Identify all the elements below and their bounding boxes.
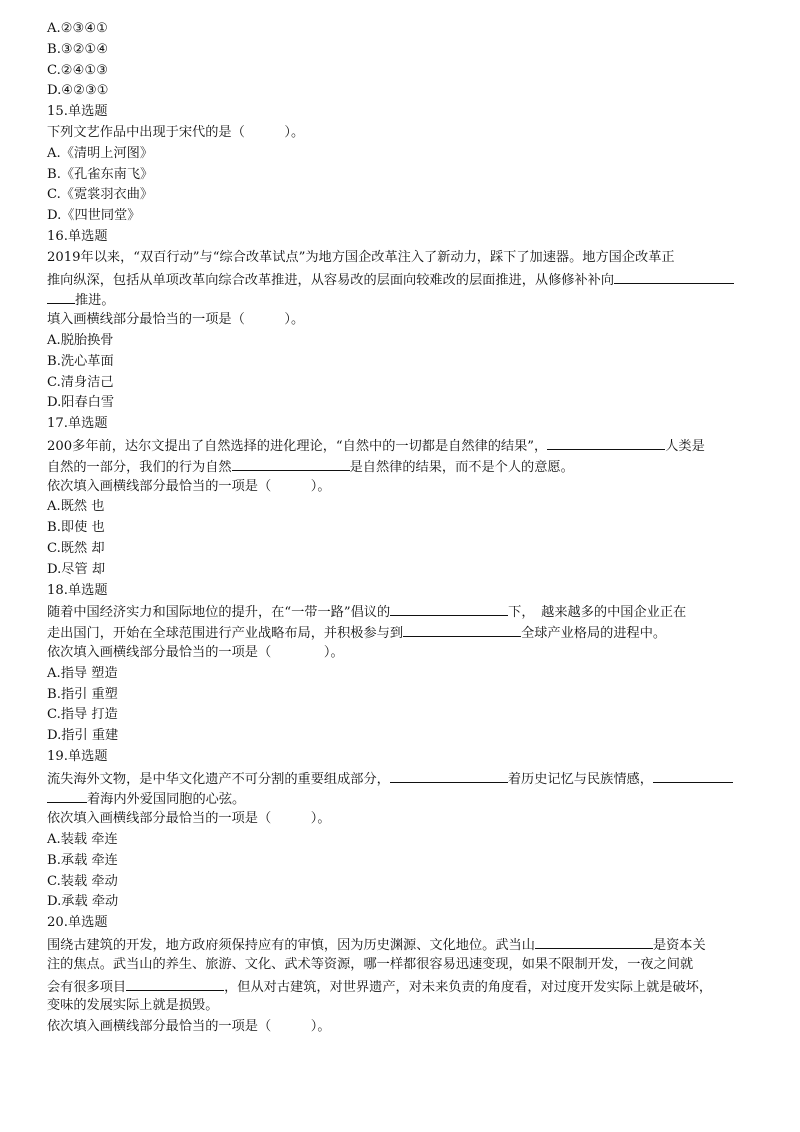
q16-option-b: B.洗心革面 [47, 353, 114, 369]
blank [403, 622, 521, 637]
q20-text: ，但从对古建筑，对世界遗产，对未来负责的角度看，对过度开发实际上就是破坏， [224, 979, 713, 995]
q17-text: 是自然律的结果，而不是个人的意愿。 [349, 459, 574, 475]
q18-para-line-2 [47, 622, 767, 643]
q17-ask: 依次填入画横线部分最恰当的一项是（ ）。 [47, 478, 331, 494]
option-d: D.④②③① [47, 83, 109, 99]
q20-para-line-3 [47, 976, 767, 997]
q16-option-c: C.清身洁己 [47, 374, 114, 390]
q15-option-c: C.《霓裳羽衣曲》 [47, 187, 154, 203]
q18-para-line-1 [47, 601, 767, 622]
blank [390, 601, 508, 616]
q16-para-line-2 [47, 269, 767, 290]
q19-option-a: A.装载 牵连 [47, 832, 118, 848]
q19-header: 19.单选题 [47, 748, 108, 764]
blank [390, 768, 508, 783]
q18-option-d: D.指引 重建 [47, 728, 119, 744]
blank [47, 788, 87, 803]
q17-para-line-1 [47, 435, 767, 456]
q16-para-line-1: 2019年以来，“双百行动”与“综合改革试点”为地方国企改革注入了新动力，踩下了加速器。地方国企改革正 [47, 249, 675, 265]
blank [47, 289, 75, 304]
blank [653, 768, 733, 783]
q18-header: 18.单选题 [47, 582, 108, 598]
blank [126, 976, 224, 991]
q20-para-line-1 [47, 934, 767, 955]
option-b: B.③②①④ [47, 41, 109, 57]
blank [614, 269, 734, 284]
q19-ask: 依次填入画横线部分最恰当的一项是（ ）。 [47, 811, 331, 827]
q19-text: 着海内外爱国同胞的心弦。 [87, 792, 246, 808]
q15-option-a: A.《清明上河图》 [47, 145, 154, 161]
q20-header: 20.单选题 [47, 915, 108, 931]
q20-text: 是资本关 [652, 938, 706, 954]
q16-ask: 填入画横线部分最恰当的一项是（ ）。 [47, 312, 305, 328]
q16-para-line-3 [47, 289, 767, 310]
q20-para-line-2: 注的焦点。武当山的养生、旅游、文化、武术等资源，哪一样都很容易迅速变现，如果不限制开发，一夜之间就 [47, 956, 694, 972]
q19-text: 流失海外文物，是中华文化遗产不可分割的重要组成部分， [47, 771, 390, 787]
blank [232, 456, 350, 471]
q16-text: 推向纵深，包括从单项改革向综合改革推进，从容易改的层面向较难改的层面推进，从修修补补向 [47, 272, 615, 288]
q18-text: 全球产业格局的进程中。 [521, 626, 667, 642]
exam-document [47, 19, 767, 1038]
q17-text: 自然的一部分，我们的行为自然 [47, 459, 232, 475]
q16-option-a: A.脱胎换骨 [47, 332, 114, 348]
q16-header: 16.单选题 [47, 228, 108, 244]
blank [547, 435, 665, 450]
q19-option-c: C.装载 牵动 [47, 873, 118, 889]
q19-option-b: B.承载 牵连 [47, 852, 118, 868]
q20-para-line-4: 变味的发展实际上就是损毁。 [47, 998, 219, 1014]
q17-text: 200多年前，达尔文提出了自然选择的进化理论，“自然中的一切都是自然律的结果”， [47, 438, 548, 454]
option-a: A.②③④① [47, 21, 109, 36]
q20-text: 会有很多项目 [47, 979, 127, 995]
q17-para-line-2 [47, 456, 767, 477]
q15-header: 15.单选题 [47, 104, 108, 120]
q18-text: 下， 越来越多的中国企业正在 [508, 605, 687, 621]
q19-text: 着历史记忆与民族情感， [507, 771, 653, 787]
q20-text: 围绕古建筑的开发，地方政府须保持应有的审慎，因为历史渊源、文化地位。武当山 [47, 938, 535, 954]
q15-option-d: D.《四世同堂》 [47, 208, 141, 224]
q16-option-d: D.阳春白雪 [47, 395, 115, 411]
blank [535, 934, 653, 949]
q17-option-a: A.既然 也 [47, 499, 105, 515]
q15-stem: 下列文艺作品中出现于宋代的是（ ）。 [47, 124, 305, 140]
q18-option-c: C.指导 打造 [47, 707, 118, 723]
q18-option-a: A.指导 塑造 [47, 665, 118, 681]
q17-text: 人类是 [665, 438, 705, 454]
q17-option-b: B.即使 也 [47, 520, 105, 536]
q18-option-b: B.指引 重塑 [47, 686, 118, 702]
q17-option-d: D.尽管 却 [47, 561, 106, 577]
q19-option-d: D.承载 牵动 [47, 894, 119, 910]
q16-text: 推进。 [75, 293, 115, 309]
q18-ask: 依次填入画横线部分最恰当的一项是（ ）。 [47, 644, 344, 660]
q18-text: 走出国门，开始在全球范围进行产业战略布局，并积极参与到 [47, 626, 404, 642]
q18-text: 随着中国经济实力和国际地位的提升，在“一带一路”倡议的 [47, 605, 391, 621]
q20-ask: 依次填入画横线部分最恰当的一项是（ ）。 [47, 1019, 331, 1035]
option-c: C.②④①③ [47, 62, 109, 78]
q17-header: 17.单选题 [47, 416, 108, 432]
q19-para-line-2 [47, 788, 767, 809]
q19-para-line-1 [47, 768, 767, 789]
q15-option-b: B.《孔雀东南飞》 [47, 166, 154, 182]
q17-option-c: C.既然 却 [47, 540, 105, 556]
